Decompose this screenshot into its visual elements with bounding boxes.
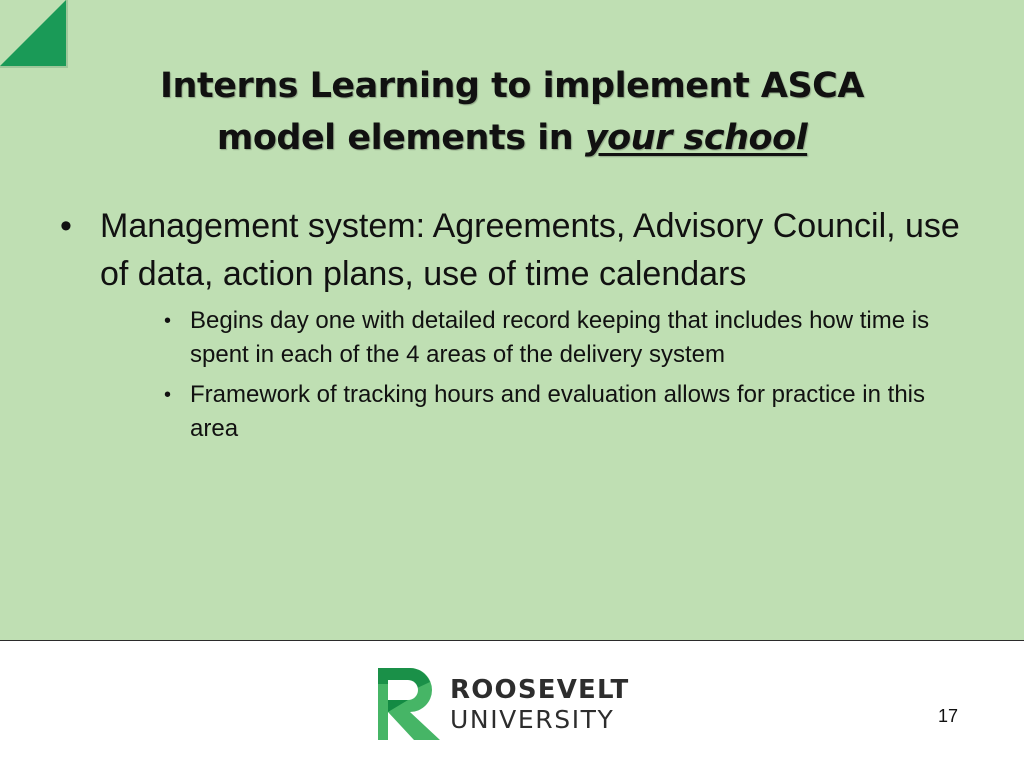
bullet-item xyxy=(60,202,960,298)
sub-bullet-item xyxy=(160,378,930,446)
sub-bullet-marker: • xyxy=(164,310,172,332)
title-emphasis: your school xyxy=(584,118,808,158)
roosevelt-university-logo xyxy=(378,666,650,742)
sub-bullet-item xyxy=(160,304,930,372)
sub-bullet-marker: • xyxy=(164,384,172,406)
footer-divider xyxy=(0,640,1024,641)
bullet-text: Management system: Agreements, Advisory Council, use of data, action plans, use of time calendars xyxy=(100,207,960,293)
logo-text-roosevelt: ROOSEVELT xyxy=(450,675,630,705)
slide-title xyxy=(70,60,954,164)
title-line-2-prefix: model elements in xyxy=(216,118,585,158)
slide-page-number: 17 xyxy=(938,706,959,726)
corner-fold-decoration xyxy=(0,0,68,68)
roosevelt-r-logo-icon xyxy=(378,666,442,742)
logo-text-university: UNIVERSITY xyxy=(450,705,615,734)
bullet-list xyxy=(60,202,960,452)
sub-bullet-text: Begins day one with detailed record keeping that includes how time is spent in each of the 4 areas of the delivery system xyxy=(190,307,930,368)
sub-bullet-list xyxy=(160,304,930,446)
title-line-2 xyxy=(70,112,954,164)
bullet-marker: • xyxy=(60,207,72,245)
sub-bullet-text: Framework of tracking hours and evaluation allows for practice in this area xyxy=(190,381,925,442)
title-line-1: Interns Learning to implement ASCA xyxy=(160,66,864,106)
